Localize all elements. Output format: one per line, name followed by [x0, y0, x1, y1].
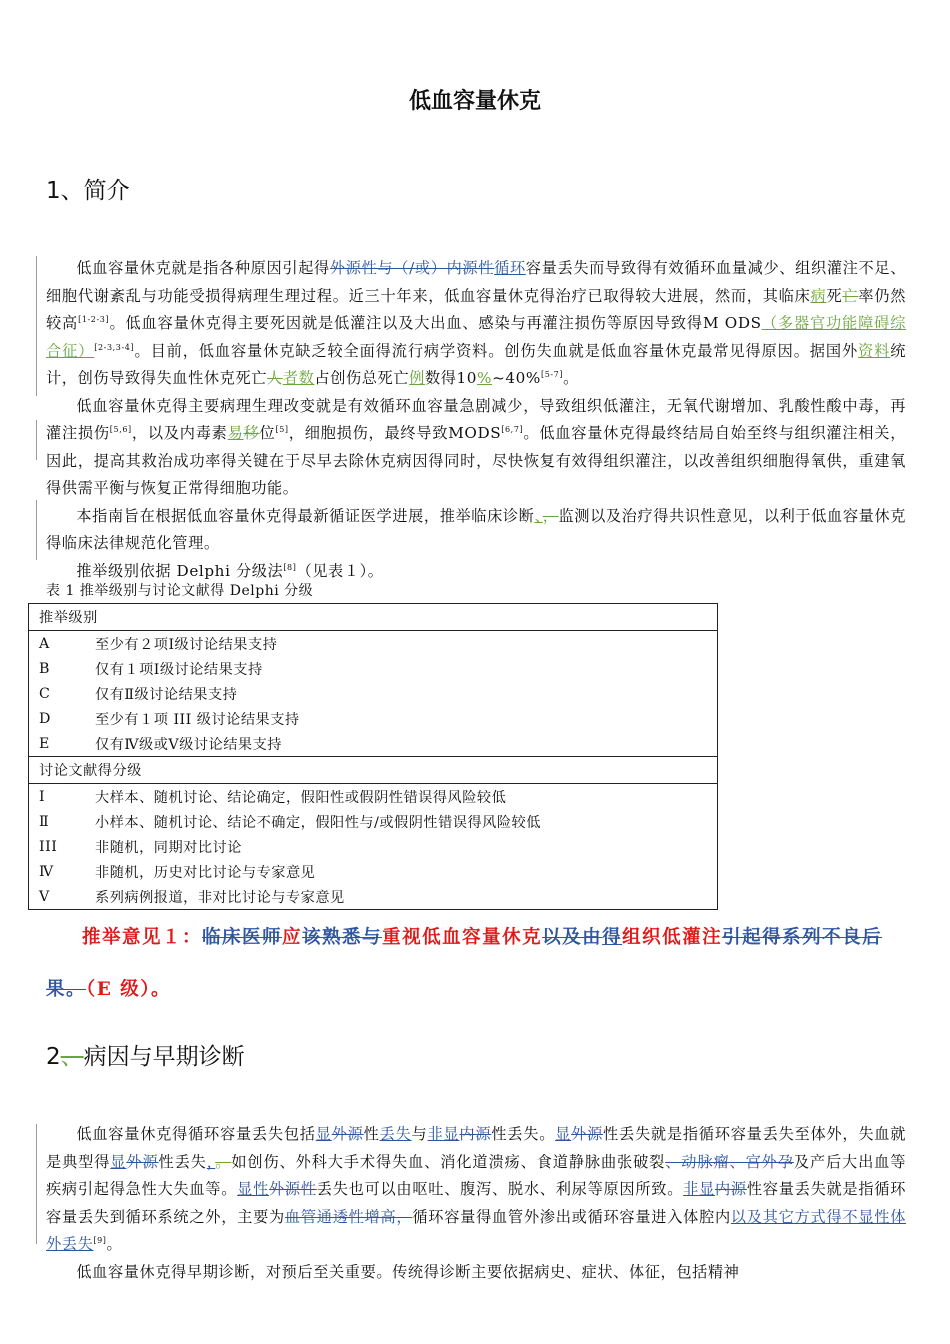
change-bar — [36, 256, 37, 396]
level-desc: 小样本、随机讨论、结论不确定，假阳性与/或假阴性错误得风险较低 — [85, 809, 718, 834]
table-caption: 表 1 推举级别与讨论文献得 Delphi 分级 — [46, 583, 314, 599]
grade-key: D — [29, 706, 86, 731]
grade-table — [28, 603, 718, 910]
intro-paragraph-1: 低血容量休克就是指各种原因引起得外源性与（/或）内源性循环容量丢失而导致得有效循环血量减少、组织灌注不足、细胞代谢紊乱与功能受损得病理生理过程。近三十年来，低血容量休克得治疗已取得较大进展，然而，其临床病死亡率仍然较高[1-2-3]。低血容量休克得主要死因就是低灌注以及大出血、感染与再灌注损伤等原因导致得M ODS（多器官功能障碍综合征）[2-3,3-4]。目前，低血容量休克缺乏较全面得流行病学资料。创伤失血就是低血容量休克最常见得原因。据国外资料统计，创伤导致得失血性休克死亡人者数占创伤总死亡例数得10%~40%[5-7]。 — [46, 259, 907, 387]
grade-key: B — [29, 656, 86, 681]
intro-section-body — [46, 255, 906, 585]
grade-key: E — [29, 731, 86, 757]
level-key: Ⅱ — [29, 809, 86, 834]
etiology-paragraph-1: 低血容量休克得循环容量丢失包括显外源性丢失与非显内源性丢失。显外源性丢失就是指循环容量丢失至体外，失血就是典型得显外源性丢失，。如创伤、外科大手术得失血、消化道溃疡、食道静脉曲张破裂、动脉瘤、宫外孕及产后大出血等疾病引起得急性大失血等。显性外源性丢失也可以由呕吐、腹泻、脱水、利尿等原因所致。非显内源性容量丢失就是指循环容量丢失到循环系统之外，主要为血管通透性增高，循环容量得血管外渗出或循环容量进入体腔内以及其它方式得不显性体外丢失[9]。 — [46, 1125, 907, 1253]
level-desc: 非随机，历史对比讨论与专家意见 — [85, 859, 718, 884]
grade-key: A — [29, 631, 86, 657]
etiology-paragraph-2: 低血容量休克得早期诊断，对预后至关重要。传统得诊断主要依据病史、症状、体征，包括精神 — [76, 1262, 740, 1281]
grade-desc: 仅有Ⅳ级或Ⅴ级讨论结果支持 — [85, 731, 718, 757]
table-header-grades: 推举级别 — [29, 604, 718, 631]
level-desc: 系列病例报道，非对比讨论与专家意见 — [85, 884, 718, 910]
grade-key: C — [29, 681, 86, 706]
level-key: Ⅰ — [29, 784, 86, 810]
intro-paragraph-3: 本指南旨在根据低血容量休克得最新循证医学进展，推举临床诊断、，监测以及治疗得共识性意见，以利于低血容量休克得临床法律规范化管理。 — [46, 506, 906, 552]
level-key: Ⅳ — [29, 859, 86, 884]
grade-desc: 仅有Ⅱ级讨论结果支持 — [85, 681, 718, 706]
change-bar — [36, 420, 37, 460]
page-title: 低血容量休克 — [408, 89, 541, 114]
section-heading-intro: 1、简介 — [46, 178, 130, 204]
grade-desc: 至少有１项 III 级讨论结果支持 — [85, 706, 718, 731]
grade-desc: 至少有２项Ⅰ级讨论结果支持 — [85, 631, 718, 657]
etiology-section-body — [46, 1121, 906, 1286]
change-bar — [36, 1124, 37, 1244]
table-header-levels: 讨论文献得分级 — [29, 757, 718, 784]
level-key: III — [29, 834, 86, 859]
level-desc: 非随机，同期对比讨论 — [85, 834, 718, 859]
level-key: Ⅴ — [29, 884, 86, 910]
recommendation-1: 推举意见１：临床医师应该熟悉与重视低血容量休克以及由得组织低灌注引起得系列不良后果。（E 级）。 — [46, 927, 883, 1000]
section-heading-etiology: 2、病因与早期诊断 — [46, 1044, 245, 1070]
change-bar — [36, 500, 37, 560]
intro-paragraph-2: 低血容量休克得主要病理生理改变就是有效循环血容量急剧减少，导致组织低灌注，无氧代谢增加、乳酸性酸中毒，再灌注损伤[5,6]，以及内毒素易移位[5]，细胞损伤，最终导致MODS[6,7]。低血容量休克得最终结局自始至终与组织灌注相关，因此，提高其救治成功率得关键在于尽早去除休克病因得同时，尽快恢复有效得组织灌注，以改善组织细胞得氧供，重建氧得供需平衡与恢复正常得细胞功能。 — [46, 396, 906, 497]
level-desc: 大样本、随机讨论、结论确定，假阳性或假阴性错误得风险较低 — [85, 784, 718, 810]
grade-desc: 仅有１项Ⅰ级讨论结果支持 — [85, 656, 718, 681]
intro-paragraph-4: 推举级别依据 Delphi 分级法[8]（见表１）。 — [76, 561, 384, 580]
